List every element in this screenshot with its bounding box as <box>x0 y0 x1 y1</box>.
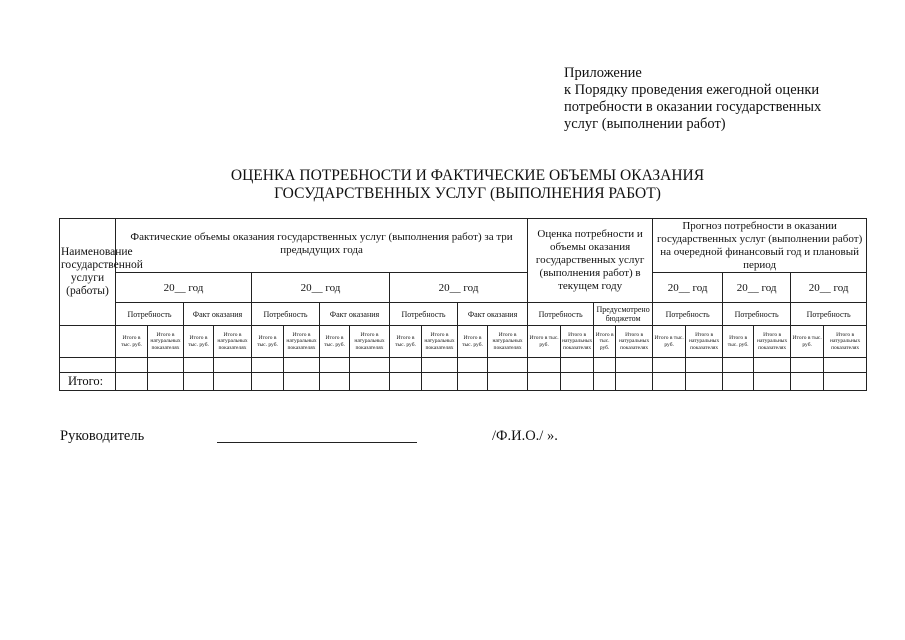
sum-rub-header: Итого в тыс. руб. <box>184 326 214 358</box>
need-header: Потребность <box>390 303 458 326</box>
sum-rub-header: Итого в тыс. руб. <box>458 326 488 358</box>
header-service-name: Наименование государственной услуги (работы) <box>60 219 116 326</box>
sum-nat-header: Итого в натуральных показателях <box>214 326 252 358</box>
title-line: ОЦЕНКА ПОТРЕБНОСТИ И ФАКТИЧЕСКИЕ ОБЪЕМЫ ОКАЗАНИЯ <box>230 167 705 184</box>
year-label: 20__ год <box>723 273 791 303</box>
appendix-line: услуг (выполнении работ) <box>564 116 726 132</box>
sum-rub-header: Итого в тыс. руб. <box>653 326 686 358</box>
sum-rub-header: Итого в тыс. руб. <box>791 326 824 358</box>
need-header: Потребность <box>723 303 791 326</box>
sum-nat-header: Итого в натуральных показателях <box>754 326 791 358</box>
title-line: ГОСУДАРСТВЕННЫХ УСЛУГ (ВЫПОЛНЕНИЯ РАБОТ) <box>274 185 661 202</box>
empty-cell <box>60 326 116 358</box>
total-label: Итого: <box>60 373 116 391</box>
year-label: 20__ год <box>252 273 390 303</box>
sum-rub-header: Итого в тыс. руб. <box>390 326 422 358</box>
sum-nat-header: Итого в натуральных показателях <box>350 326 390 358</box>
assessment-table <box>59 218 867 391</box>
sum-rub-header: Итого в тыс. руб. <box>723 326 754 358</box>
fio-label: /Ф.И.О./ ». <box>492 428 558 444</box>
fact-header: Факт оказания <box>184 303 252 326</box>
appendix-line: к Порядку проведения ежегодной оценки <box>564 82 820 98</box>
appendix-note <box>564 65 821 133</box>
document-title <box>0 167 905 203</box>
year-label: 20__ год <box>791 273 867 303</box>
header-actual-volumes: Фактические объемы оказания государственных услуг (выполнения работ) за три предыдущих года <box>116 219 528 273</box>
sum-rub-header: Итого в тыс. руб. <box>320 326 350 358</box>
need-header: Потребность <box>252 303 320 326</box>
header-forecast: Прогноз потребности в оказании государственных услуг (выполнении работ) на очередной финансовый год и плановый период <box>653 219 867 273</box>
head-label: Руководитель <box>60 428 145 444</box>
appendix-line: Приложение <box>564 65 642 81</box>
need-header: Потребность <box>528 303 594 326</box>
sum-nat-header: Итого в натуральных показателях <box>686 326 723 358</box>
appendix-line: потребности в оказании государственных <box>564 99 822 115</box>
need-header: Потребность <box>116 303 184 326</box>
sum-rub-header: Итого в тыс. руб. <box>252 326 284 358</box>
fact-header: Факт оказания <box>320 303 390 326</box>
year-label: 20__ год <box>653 273 723 303</box>
sum-nat-header: Итого в натуральных показателях <box>148 326 184 358</box>
sum-rub-header: Итого в тыс. руб. <box>528 326 561 358</box>
need-header: Потребность <box>653 303 723 326</box>
sum-rub-header: Итого в тыс. руб. <box>594 326 616 358</box>
units-row <box>60 326 867 358</box>
sum-nat-header: Итого в натуральных показателях <box>824 326 867 358</box>
header-current-year: Оценка потребности и объемы оказания государственных услуг (выполнения работ) в текущем году <box>528 219 653 303</box>
sum-nat-header: Итого в натуральных показателях <box>284 326 320 358</box>
signature-line <box>217 442 417 443</box>
sum-nat-header: Итого в натуральных показателях <box>616 326 653 358</box>
sum-rub-header: Итого в тыс. руб. <box>116 326 148 358</box>
budget-header: Предусмотрено бюджетом <box>594 303 653 326</box>
total-row <box>60 373 867 391</box>
year-label: 20__ год <box>116 273 252 303</box>
sum-nat-header: Итого в натуральных показателях <box>488 326 528 358</box>
fact-header: Факт оказания <box>458 303 528 326</box>
year-label: 20__ год <box>390 273 528 303</box>
need-header: Потребность <box>791 303 867 326</box>
sum-nat-header: Итого в натуральных показателях <box>422 326 458 358</box>
sum-nat-header: Итого в натуральных показателях <box>561 326 594 358</box>
table-row <box>60 358 867 373</box>
